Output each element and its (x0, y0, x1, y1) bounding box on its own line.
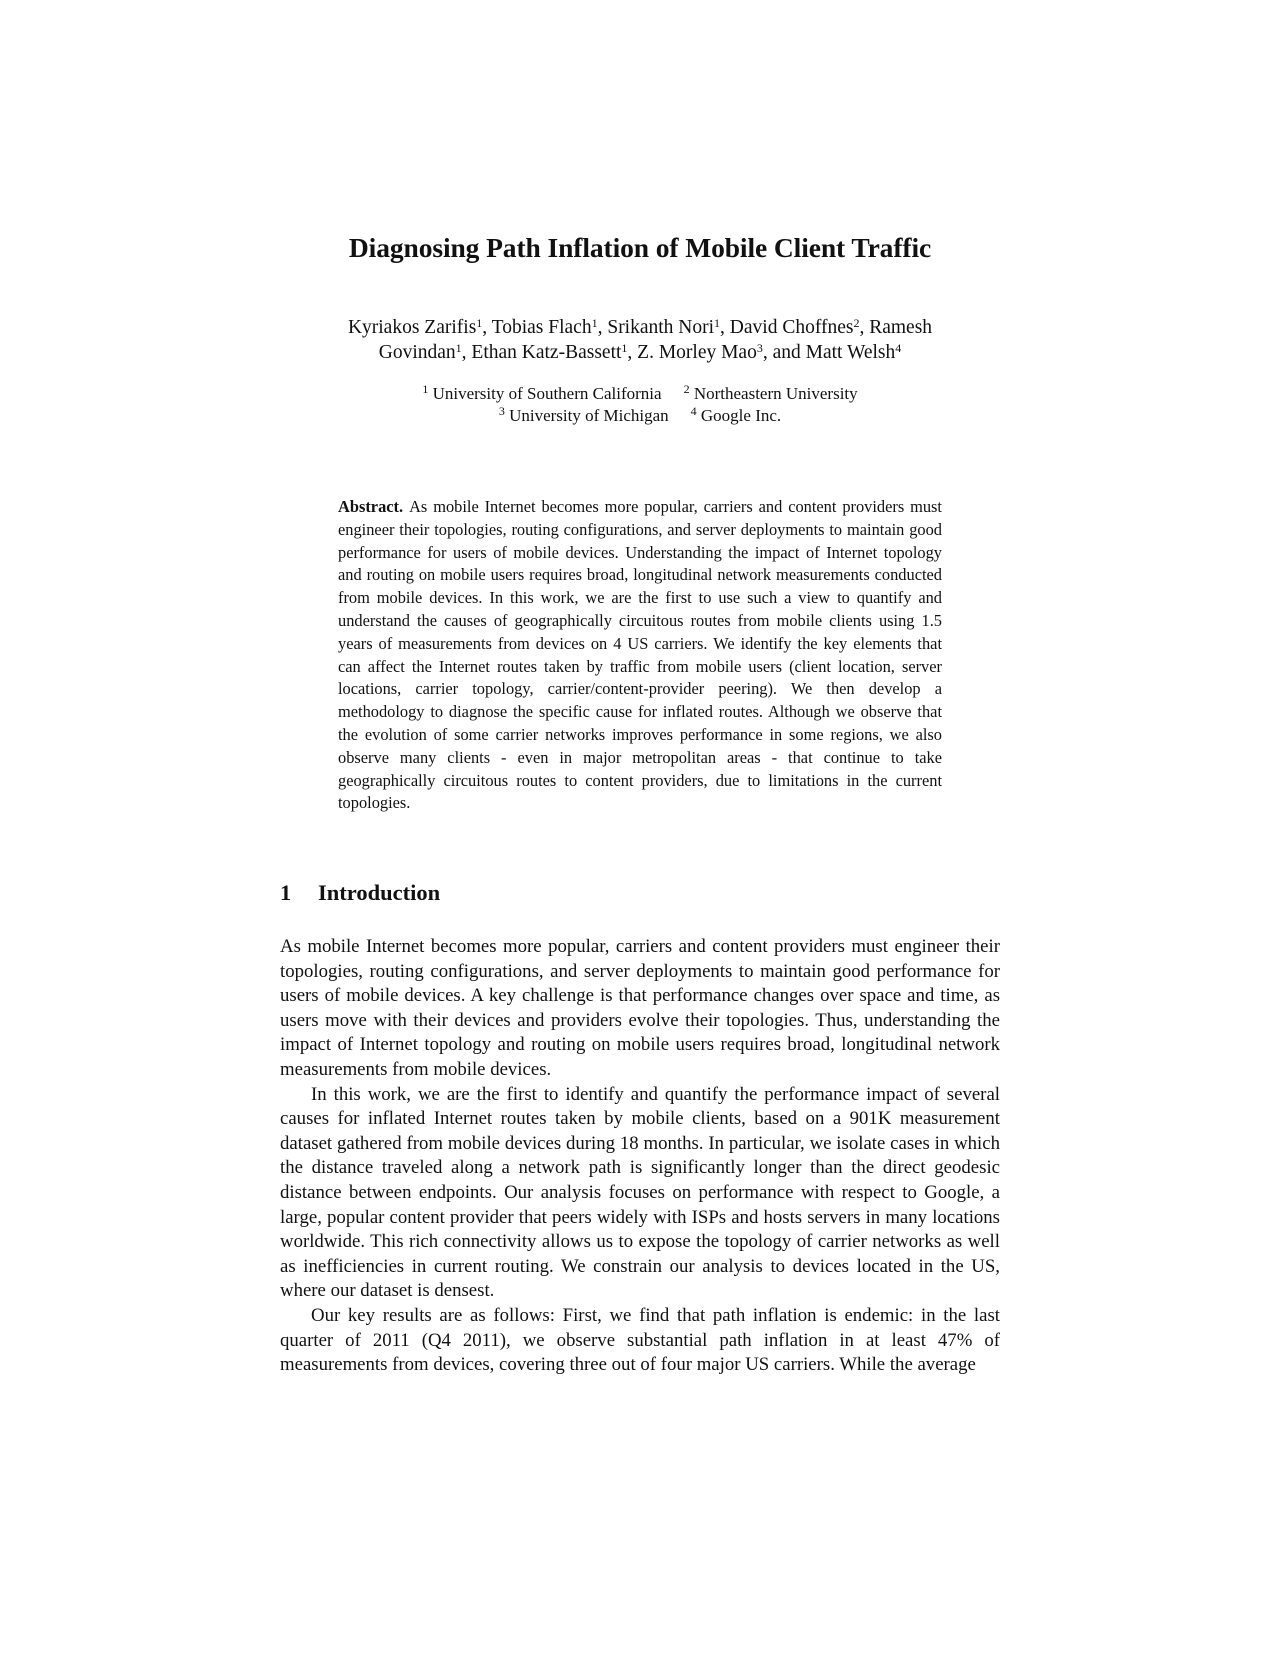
paragraph: In this work, we are the first to identify and quantify the performance impact of several causes for inflated Internet routes taken by mobile clients, based on a 901K measurement dataset gathered from mobile devices during 18 months. In particular, we isolate cases in which the distance traveled along a network path is significantly longer than the direct geodesic distance between endpoints. Our analysis focuses on performance with respect to Google, a large, popular content provider that peers widely with ISPs and hosts servers in many locations worldwide. This rich connectivity allows us to expose the topology of carrier networks as well as inefficiencies in current routing. We constrain our analysis to devices located in the US, where our dataset is densest. (280, 1083, 1000, 1302)
author-name: Kyriakos Zarifis (347, 317, 477, 338)
author-line-2 (280, 340, 1000, 365)
abstract-text: As mobile Internet becomes more popular, carriers and content providers must engineer their topologies, routing configurations, and server deployments to maintain good performance for users of mobile devices. Understanding the impact of Internet topology and routing on mobile users requires broad, longitudinal network measurements conducted from mobile devices. In this work, we are the first to use such a view to quantify and understand the causes of geographically circuitous routes from mobile clients using 1.5 years of measurements from devices on 4 US carriers. We identify the key elements that can affect the Internet routes taken by traffic from mobile users (client location, server locations, carrier topology, carrier/content-provider peering). We then develop a methodology to diagnose the specific cause for inflated routes. Although we observe that the evolution of some carrier networks improves performance in some regions, we also observe many clients - even in major metropolitan areas - that continue to take geographically circuitous routes to content providers, due to limitations in the current topologies. (338, 497, 942, 813)
paragraph: Our key results are as follows: First, we find that path inflation is endemic: in the last quarter of 2011 (Q4 2011), we observe substantial path inflation in at least 47% of measurements from devices, covering three out of four major US carriers. While the average (280, 1304, 1000, 1376)
affiliation-number: 3 (498, 404, 505, 418)
affiliation-name: Google Inc. (700, 406, 782, 425)
author-name: , Ramesh (859, 317, 933, 338)
paragraph: As mobile Internet becomes more popular, carriers and content providers must engineer their topologies, routing configurations, and server deployments to maintain good performance for users of mobile devices. A key challenge is that performance changes over space and time, as users move with their devices and providers evolve their topologies. Thus, understanding the impact of Internet topology and routing on mobile users requires broad, longitudinal network measurements from mobile devices. (280, 936, 1000, 1080)
paper-title: Diagnosing Path Inflation of Mobile Client Traffic (348, 232, 932, 263)
author-affiliation-mark: 1 (476, 316, 483, 330)
affiliation-name: University of Michigan (509, 406, 669, 425)
author-affiliation-mark: 2 (853, 316, 860, 330)
affiliation-item (499, 406, 669, 425)
affiliation-item (422, 384, 661, 403)
author-affiliation-mark: 4 (895, 341, 902, 355)
abstract (338, 496, 942, 815)
author-affiliation-mark: 1 (714, 316, 721, 330)
author-name: , Tobias Flach (482, 317, 592, 338)
section-number: 1 (280, 880, 292, 905)
author-affiliation-mark: 3 (756, 341, 763, 355)
affiliation-name: Northeastern University (693, 384, 858, 403)
affiliation-row (0, 406, 1280, 426)
affiliation-number: 2 (683, 382, 690, 396)
author-affiliation-mark: 1 (621, 341, 628, 355)
author-name: , and Matt Welsh (762, 342, 896, 363)
author-name: Govindan (378, 342, 456, 363)
author-name: , Srikanth Nori (597, 317, 715, 338)
affiliation-item (691, 406, 782, 425)
author-name: , David Choffnes (720, 317, 854, 338)
section-title: Introduction (318, 880, 441, 905)
author-name: , Z. Morley Mao (627, 342, 757, 363)
section-heading (280, 880, 440, 906)
author-list (280, 315, 1000, 365)
author-affiliation-mark: 1 (591, 316, 598, 330)
author-affiliation-mark: 1 (455, 341, 462, 355)
affiliation-item (684, 384, 858, 403)
affiliation-row (0, 384, 1280, 404)
body-text (280, 935, 1000, 1378)
affiliation-number: 4 (690, 404, 697, 418)
author-line-1 (280, 315, 1000, 340)
affiliation-number: 1 (422, 382, 429, 396)
affiliation-name: University of Southern California (432, 384, 662, 403)
author-name: , Ethan Katz-Bassett (461, 342, 622, 363)
abstract-label: Abstract. (338, 497, 404, 516)
